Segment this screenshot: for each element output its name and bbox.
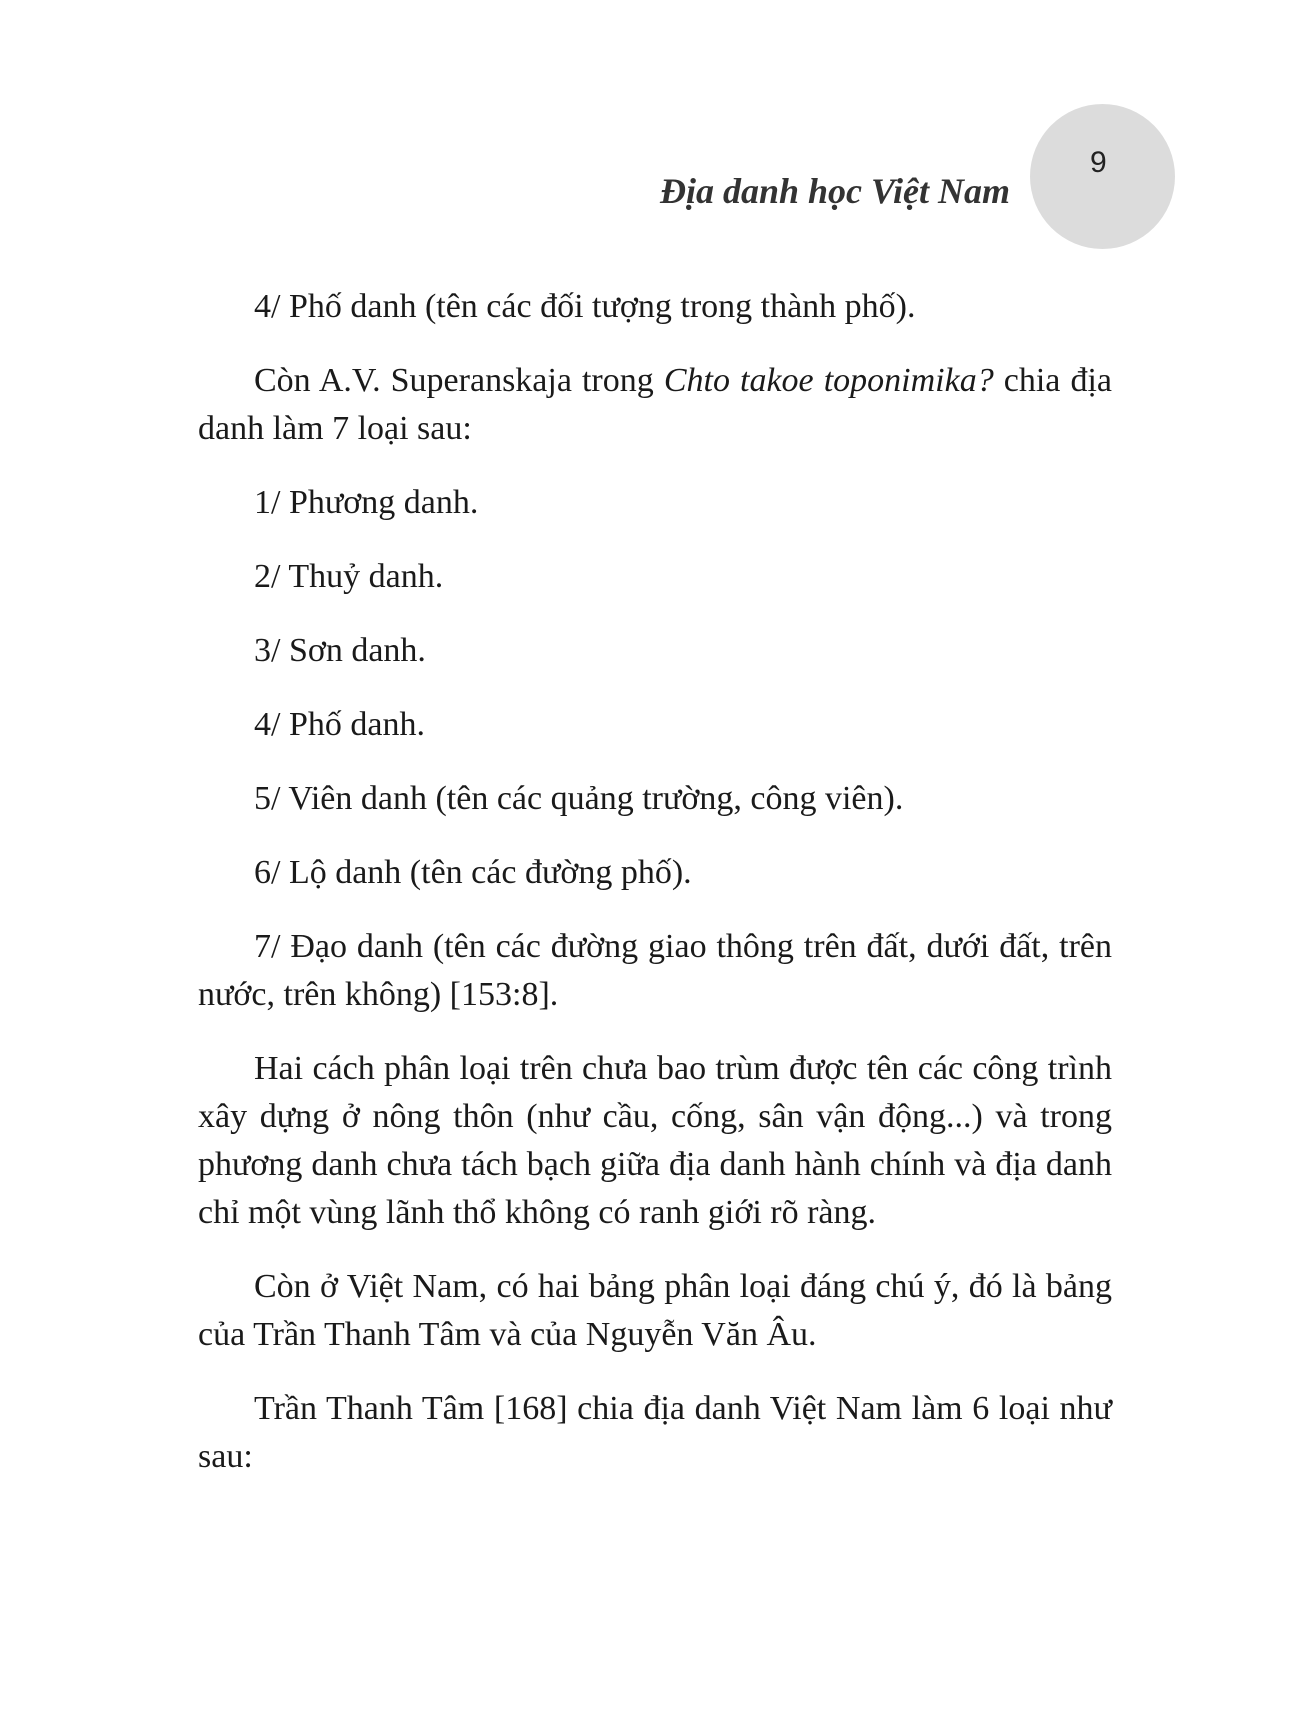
- running-header-title: Địa danh học Việt Nam: [659, 171, 1011, 211]
- paragraph-text: chia địa danh làm 7 loại sau:: [198, 362, 1112, 447]
- book-title: Chto takoe toponimika?: [663, 362, 994, 399]
- paragraph-tran-thanh-tam: Trần Thanh Tâm [168] chia địa danh Việt Nam làm 6 loại như sau:: [198, 1390, 1112, 1475]
- page-body: [198, 283, 1112, 1507]
- list-item: 2/ Thuỷ danh.: [254, 558, 444, 595]
- list-item: 3/ Sơn danh.: [254, 632, 426, 669]
- list-item: 7/ Đạo danh (tên các đường giao thông trên đất, dưới đất, trên nước, trên không) [153:8].: [198, 928, 1112, 1013]
- paragraph-two-methods: Hai cách phân loại trên chưa bao trùm được tên các công trình xây dựng ở nông thôn (như cầu, cống, sân vận động...) và trong phương danh chưa tách bạch giữa địa danh hành chính và địa danh chỉ một vùng lãnh thổ không có ranh giới rõ ràng.: [198, 1050, 1112, 1231]
- list-item: 1/ Phương danh.: [254, 484, 479, 521]
- paragraph-vietnam: Còn ở Việt Nam, có hai bảng phân loại đáng chú ý, đó là bảng của Trần Thanh Tâm và của Nguyễn Văn Âu.: [198, 1268, 1112, 1353]
- list-item: 5/ Viên danh (tên các quảng trường, công viên).: [254, 780, 904, 817]
- list-item: 6/ Lộ danh (tên các đường phố).: [254, 854, 692, 891]
- intro-list-item: 4/ Phố danh (tên các đối tượng trong thành phố).: [254, 288, 916, 325]
- paragraph-text: Còn A.V. Superanskaja trong: [254, 362, 664, 399]
- page-number: 9: [1090, 146, 1107, 179]
- paragraph-superanskaja: [198, 357, 1112, 453]
- list-item: 4/ Phố danh.: [254, 706, 425, 743]
